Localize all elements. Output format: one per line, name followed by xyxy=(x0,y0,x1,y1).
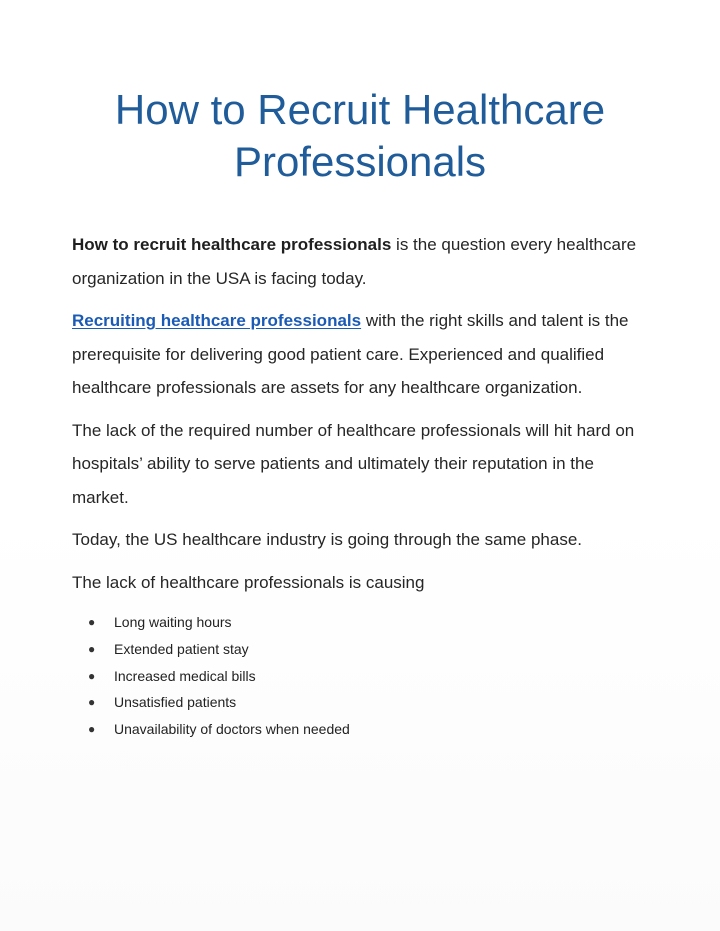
bullet-icon: ● xyxy=(88,722,96,737)
recruiting-link[interactable]: Recruiting healthcare professionals xyxy=(72,311,362,330)
list-item-text: Unsatisfied patients xyxy=(114,694,237,711)
paragraph-recruiting xyxy=(72,304,652,405)
recruiting-text: with the right skills and talent is the prerequisite for delivering good patient care. Experienced and qualified healthcare professionals are assets for any healthcare organization. xyxy=(72,311,629,397)
intro-text: is the question every healthcare organization in the USA is facing today. xyxy=(72,235,637,288)
list-item-text: Long waiting hours xyxy=(114,614,232,630)
list-item xyxy=(72,689,652,716)
paragraph-lack: The lack of the required number of healthcare professionals will hit hard on hospitals’ ability to serve patients and ultimately their reputation in the market. xyxy=(72,420,635,507)
bullet-icon: ● xyxy=(88,695,96,710)
bullet-icon: ● xyxy=(88,615,96,629)
list-item-text: Increased medical bills xyxy=(114,667,256,684)
title-line-2: Professionals xyxy=(233,138,487,185)
bullet-icon: ● xyxy=(88,641,96,656)
paragraph-today: Today, the US healthcare industry is going through the same phase. xyxy=(72,530,582,549)
paragraph-causing: The lack of healthcare professionals is causing xyxy=(72,572,425,592)
paragraph-intro xyxy=(72,228,652,295)
list-item xyxy=(72,636,652,663)
intro-bold-text: How to recruit healthcare professionals xyxy=(72,235,392,254)
page-title xyxy=(0,84,720,188)
list-item xyxy=(72,663,652,690)
title-line-1: How to Recruit Healthcare xyxy=(114,86,606,133)
list-item xyxy=(72,609,652,636)
list-item-text: Unavailability of doctors when needed xyxy=(114,721,350,738)
bullet-icon: ● xyxy=(88,668,96,683)
list-item xyxy=(72,716,652,743)
effects-list xyxy=(72,609,652,743)
document-body xyxy=(72,228,652,743)
list-item-text: Extended patient stay xyxy=(114,640,249,657)
